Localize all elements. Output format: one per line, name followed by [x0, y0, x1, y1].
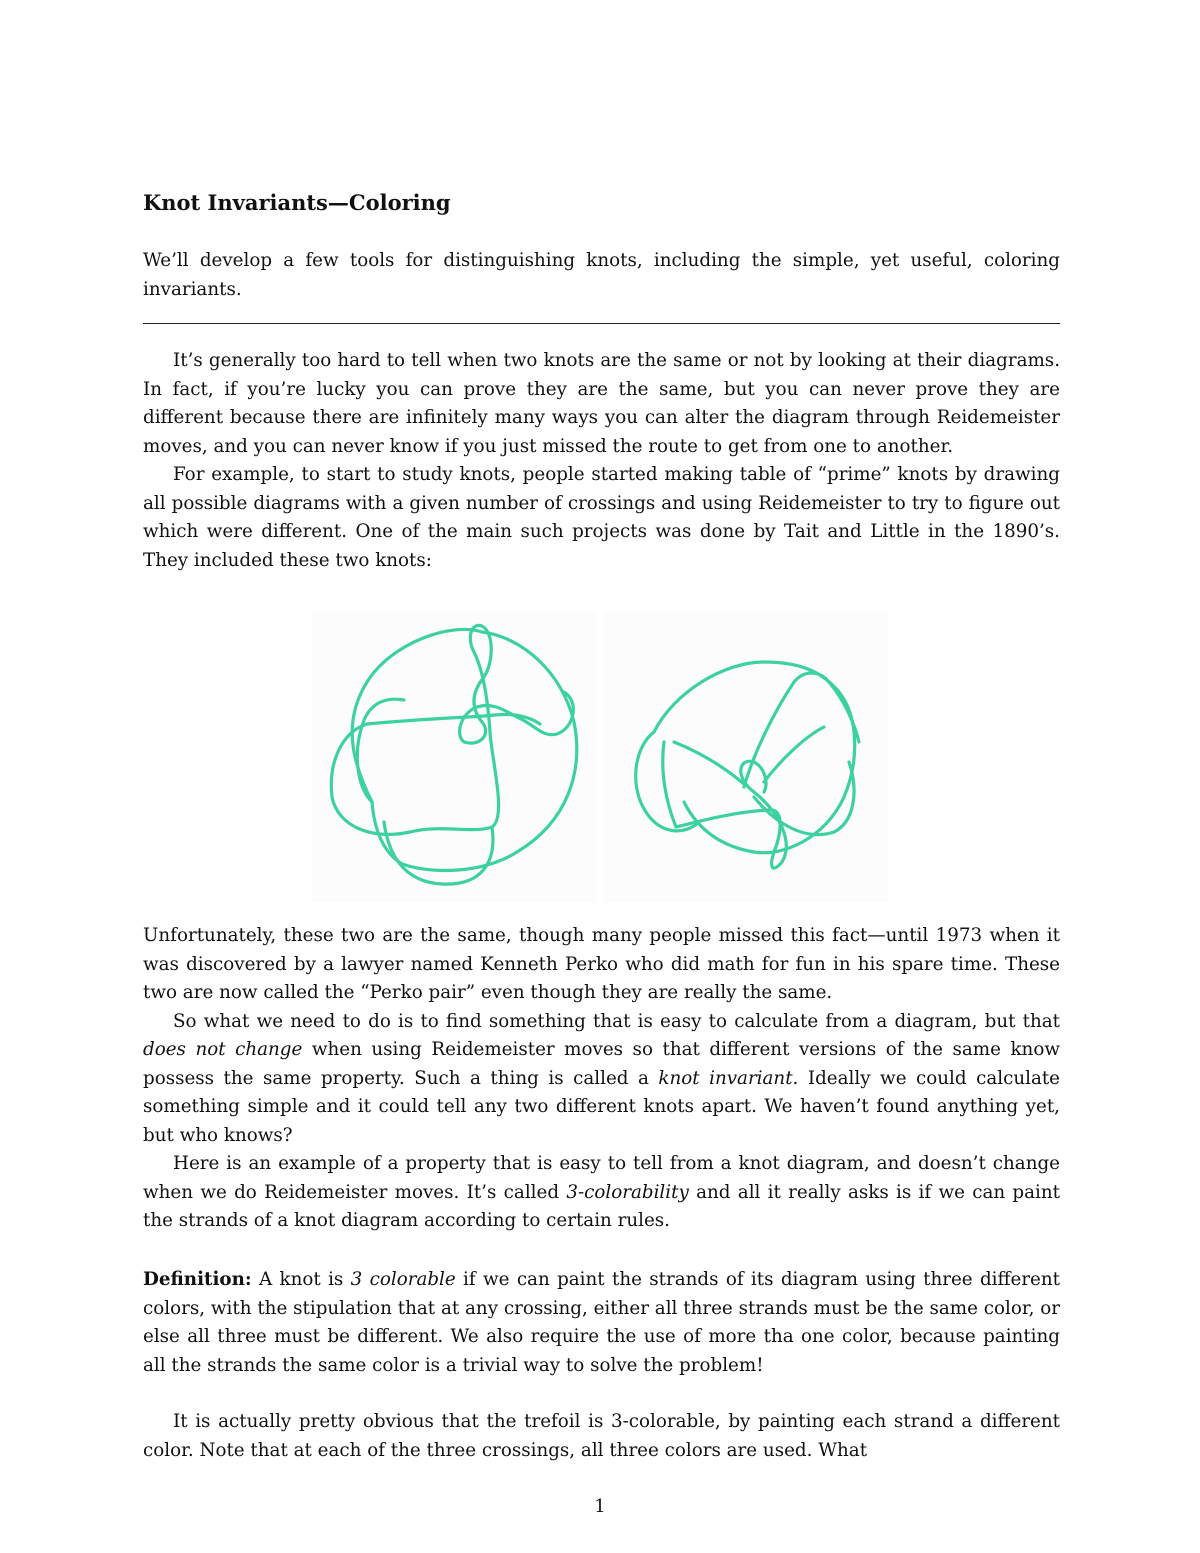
- invariant-emphasis-knot-invariant: knot invariant.: [658, 1067, 799, 1089]
- knot-left-drawing: [312, 612, 596, 902]
- paragraph-perko: Unfortunately, these two are the same, though many people missed this fact—until 1973 when it was discovered by a lawyer named Kenneth Perko who did math for fun in his spare time. These two are now called the “Perko pair” even though they are really the same.: [143, 925, 1060, 1003]
- horizontal-rule: [143, 323, 1060, 324]
- definition-emphasis-3-colorable: 3 colorable: [350, 1269, 456, 1290]
- text-block-middle: [143, 922, 1060, 1236]
- perko-pair-figure: [312, 612, 888, 902]
- paragraph-3-colorability: [143, 1150, 1060, 1236]
- example-text-a: Here is an example of a property that is easy to tell from a knot diagram, and doesn’t change when we do Reidemeister moves. It’s called: [143, 1153, 1060, 1203]
- section-title: Knot Invariants—Coloring: [143, 190, 451, 215]
- paragraph-diagrams: It’s generally too hard to tell when two knots are the same or not by looking at their diagrams. In fact, if you’re lucky you can prove they are the same, but you can never prove they are different because there are infinitely many ways you can alter the diagram through Reidemeister moves, and you can never know if you just missed the route to get from one to another.: [143, 350, 1060, 457]
- paragraph-tait-little: For example, to start to study knots, people started making table of “prime” knots by drawing all possible diagrams with a given number of crossings and using Reidemeister to try to figure out which were different. One of the main such projects was done by Tait and Little in the 1890’s. They included these two knots:: [143, 464, 1060, 571]
- example-emphasis-3-colorability: 3-colorability: [566, 1181, 689, 1203]
- definition-paragraph: [143, 1266, 1060, 1380]
- knot-image-right: [604, 612, 888, 902]
- paragraph-trefoil: It is actually pretty obvious that the trefoil is 3-colorable, by painting each strand a different color. Note that at each of the three crossings, all three colors are used. What: [143, 1411, 1060, 1461]
- definition-text-b: if we can paint the strands of its diagram using three different colors, with the stipulation that at any crossing, either all three strands must be the same color, or else all three must be different. We also require the use of more tha one color, because painting all the strands the same color is a trivial way to solve the problem!: [143, 1269, 1060, 1376]
- text-block-top: [143, 347, 1060, 575]
- invariant-text-a: So what we need to do is to find something that is easy to calculate from a diagram, but that: [173, 1010, 1060, 1032]
- definition-label: Definition:: [143, 1269, 252, 1290]
- knot-right-drawing: [604, 612, 888, 902]
- invariant-text-b: when using Reidemeister moves so that different versions of the same know possess the same property. Such a thing is called a: [143, 1039, 1060, 1089]
- invariant-emphasis-does-not-change: does not change: [143, 1039, 303, 1060]
- knot-image-left: [312, 612, 596, 902]
- definition-text-a: A knot is: [251, 1269, 351, 1290]
- paragraph-invariant: [143, 1008, 1060, 1151]
- page-number: 1: [594, 1496, 606, 1517]
- example-text-b: and all it really asks is if we can paint the strands of a knot diagram according to certain rules.: [143, 1181, 1060, 1231]
- intro-paragraph: We’ll develop a few tools for distinguishing knots, including the simple, yet useful, coloring invariants.: [143, 250, 1060, 300]
- invariant-text-c: Ideally we could calculate something simple and it could tell any two different knots apart. We haven’t found anything yet, but who knows?: [143, 1067, 1061, 1146]
